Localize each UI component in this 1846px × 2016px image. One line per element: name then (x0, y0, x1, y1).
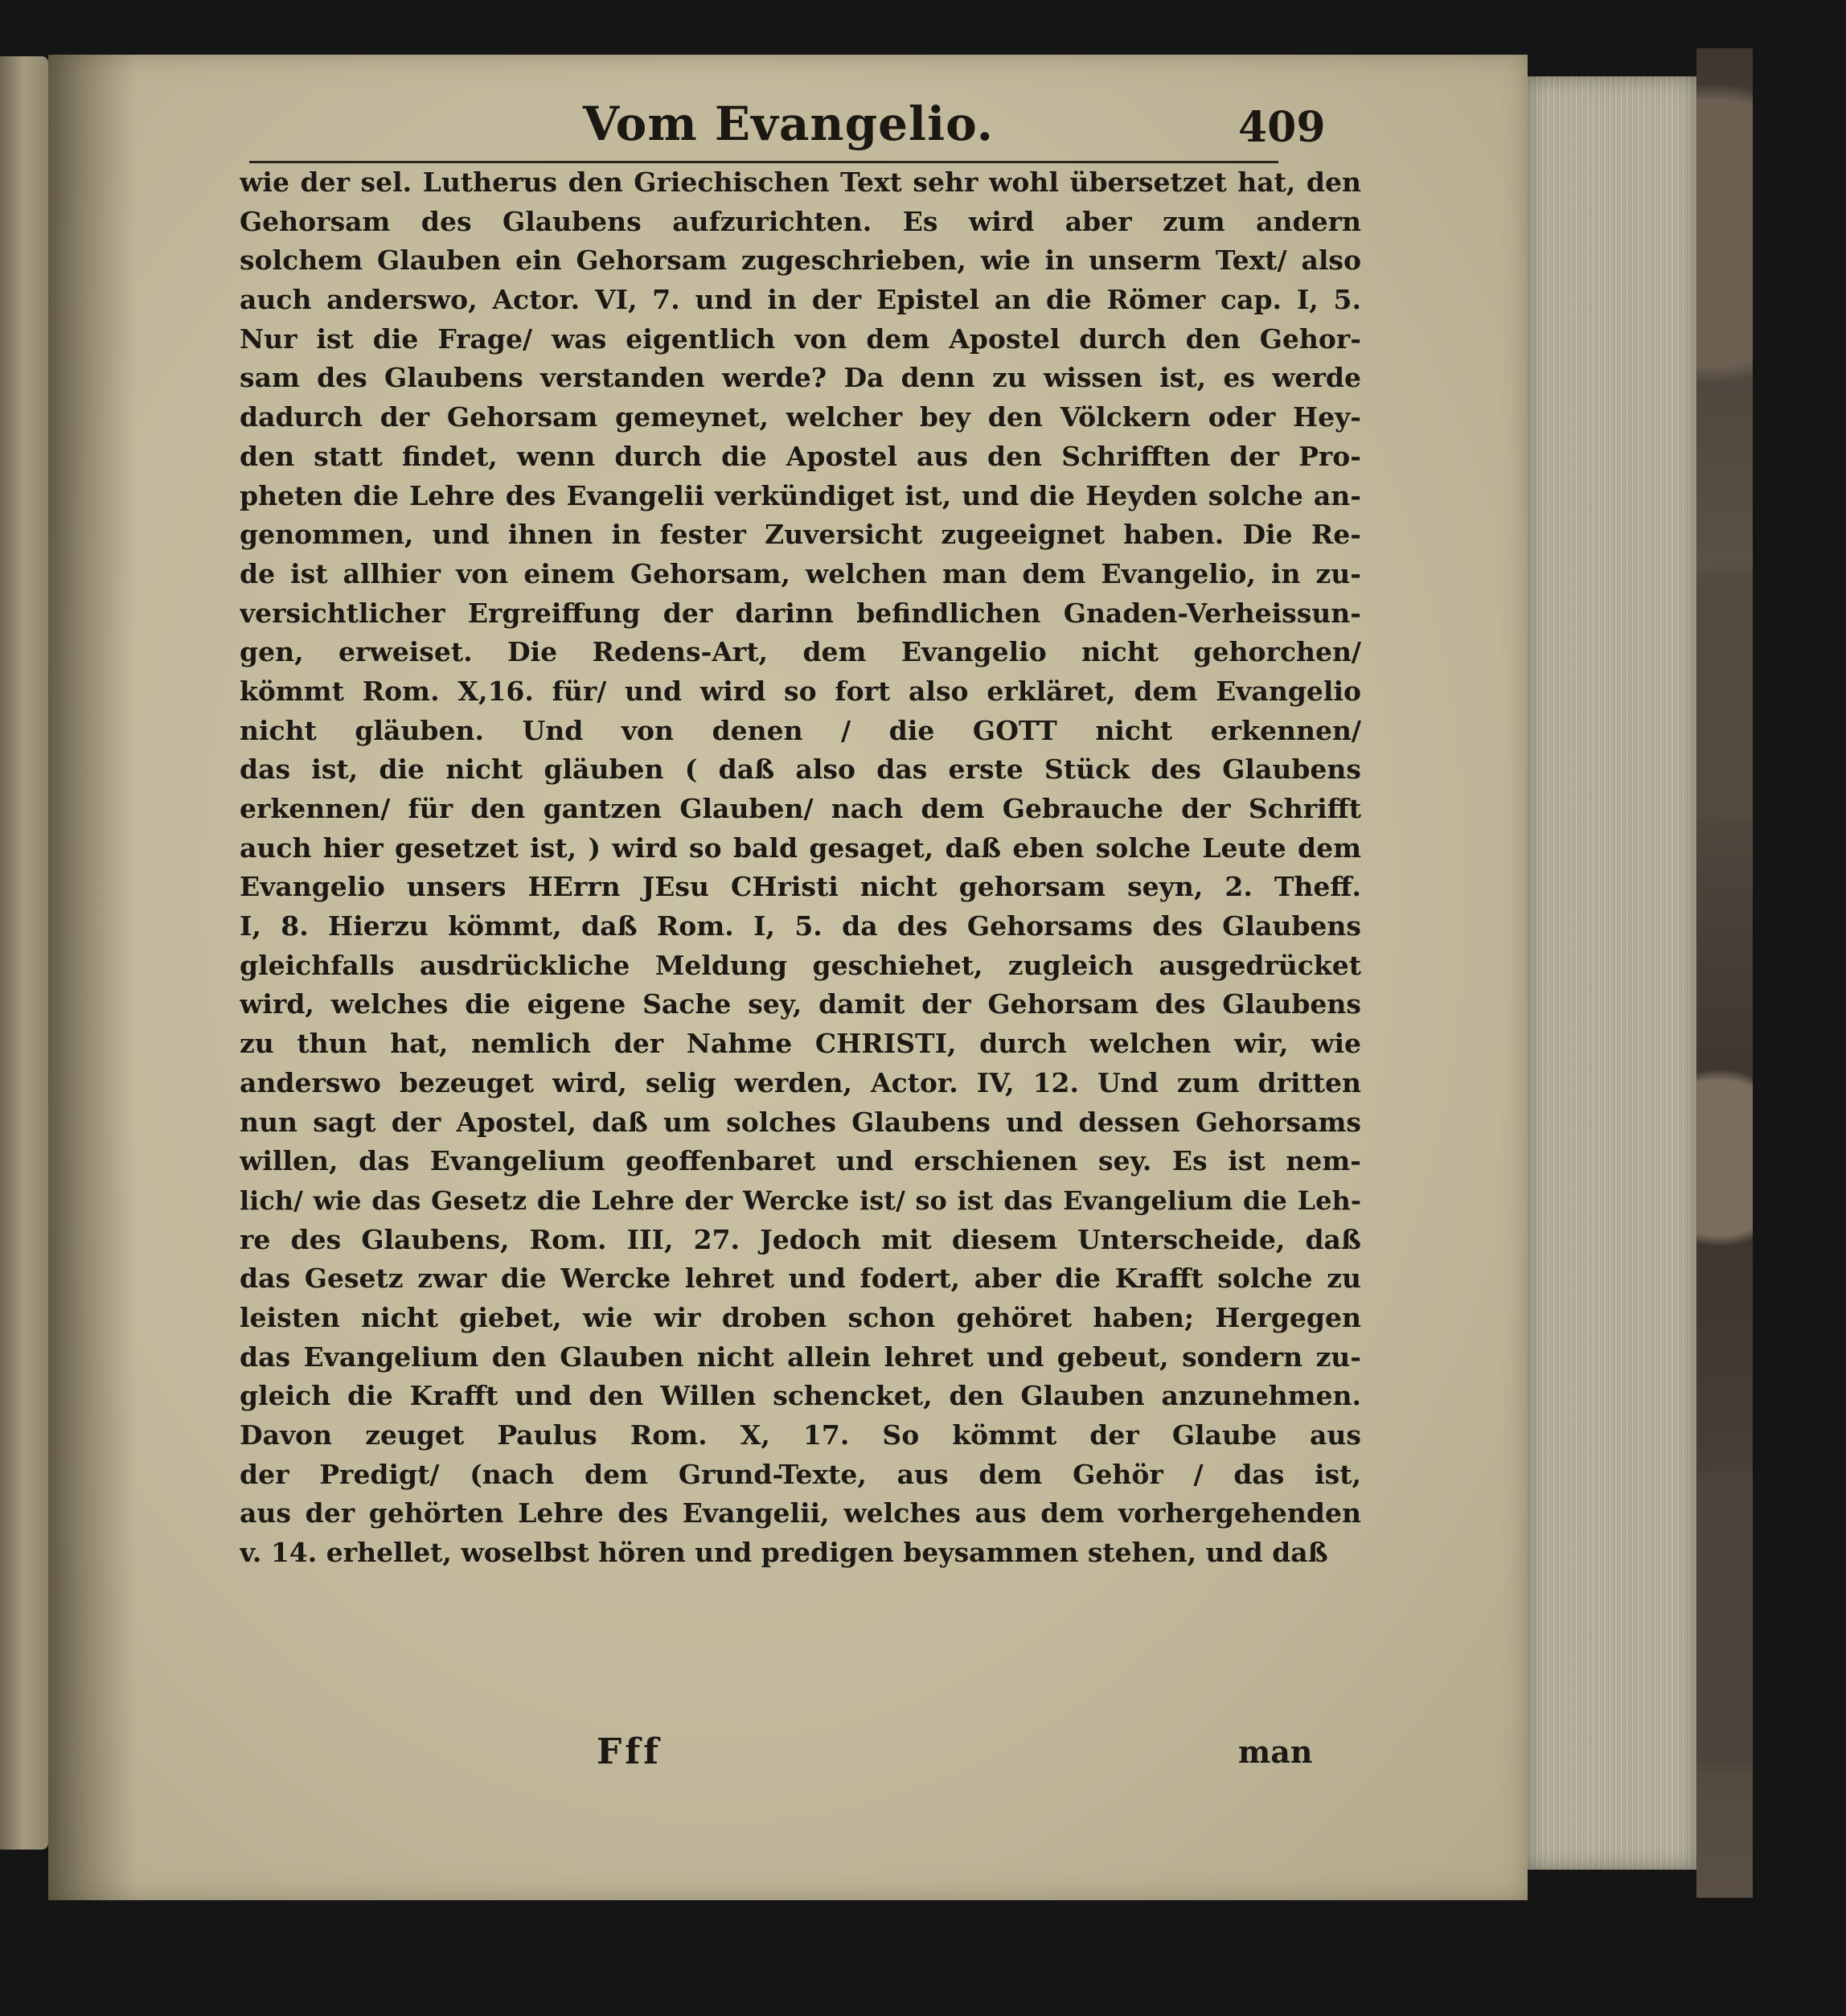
text-line: aus der gehörten Lehre des Evangelii, welches aus dem vorhergehenden (240, 1497, 1361, 1529)
text-line: Gehorsam des Glaubens aufzurichten. Es wird aber zum andern (240, 205, 1361, 237)
text-line: gen, erweiset. Die Redens-Art, dem Evangelio nicht gehorchen/ (240, 636, 1361, 668)
facing-page-edge (0, 56, 48, 1850)
text-line: gleichfalls ausdrückliche Meldung geschiehet, zugleich ausgedrücket (240, 949, 1361, 981)
text-line: wird, welches die eigene Sache sey, damit der Gehorsam des Glaubens (240, 988, 1361, 1020)
page-edges (1528, 76, 1696, 1870)
text-line: v. 14. erhellet, woselbst hören und predigen beysammen stehen, und daß (240, 1537, 1328, 1569)
text-line: dadurch der Gehorsam gemeynet, welcher bey den Völckern oder Hey- (240, 401, 1361, 433)
text-line: nun sagt der Apostel, daß um solches Glaubens und dessen Gehorsams (240, 1106, 1361, 1138)
text-line: lich/ wie das Gesetz die Lehre der Wercke ist/ so ist das Evangelium die Leh- (240, 1185, 1361, 1216)
text-line: leisten nicht giebet, wie wir droben schon gehöret haben; Hergegen (240, 1301, 1361, 1333)
text-line: den statt findet, wenn durch die Apostel aus den Schrifften der Pro- (240, 440, 1361, 472)
text-line: re des Glaubens, Rom. III, 27. Jedoch mit diesem Unterscheide, daß (240, 1223, 1361, 1255)
text-line: sam des Glaubens verstanden werde? Da denn zu wissen ist, es werde (240, 362, 1361, 394)
text-line: Evangelio unsers HErrn JEsu CHristi nicht gehorsam seyn, 2. Theff. (240, 871, 1361, 903)
text-line: der Predigt/ (nach dem Grund-Texte, aus dem Gehör / das ist, (240, 1458, 1361, 1490)
signature-mark: Fff (597, 1731, 663, 1772)
text-line: kömmt Rom. X,16. für/ und wird so fort also erkläret, dem Evangelio (240, 675, 1361, 707)
body-text (240, 163, 1361, 1573)
text-line: das Gesetz zwar die Wercke lehret und fodert, aber die Krafft solche zu (240, 1263, 1361, 1295)
page-number: 409 (1238, 103, 1326, 152)
marbled-cover (1696, 48, 1753, 1898)
text-line: gleich die Krafft und den Willen schencket, den Glauben anzunehmen. (240, 1380, 1361, 1412)
text-line: solchem Glauben ein Gehorsam zugeschrieben, wie in unserm Text/ also (240, 244, 1361, 277)
text-line: zu thun hat, nemlich der Nahme CHRISTI, durch welchen wir, wie (240, 1028, 1361, 1060)
text-line: nicht gläuben. Und von denen / die GOTT nicht erkennen/ (240, 714, 1361, 746)
text-line: willen, das Evangelium geoffenbaret und erschienen sey. Es ist nem- (240, 1145, 1361, 1177)
text-line: auch hier gesetzet ist, ) wird so bald gesaget, daß eben solche Leute dem (240, 831, 1361, 864)
text-line: anderswo bezeuget wird, selig werden, Actor. IV, 12. Und zum dritten (240, 1066, 1361, 1098)
text-line: das ist, die nicht gläuben ( daß also das erste Stück des Glaubens (240, 753, 1361, 786)
text-line: pheten die Lehre des Evangelii verkündiget ist, und die Heyden solche an- (240, 479, 1361, 511)
text-line: das Evangelium den Glauben nicht allein lehret und gebeut, sondern zu- (240, 1341, 1361, 1373)
text-line: de ist allhier von einem Gehorsam, welchen man dem Evangelio, in zu- (240, 557, 1361, 589)
text-line: versichtlicher Ergreiffung der darinn befindlichen Gnaden-Verheissun- (240, 597, 1361, 629)
gutter-shadow (48, 55, 137, 1900)
text-line: Davon zeuget Paulus Rom. X, 17. So kömmt der Glaube aus (240, 1419, 1361, 1451)
running-head: Vom Evangelio. (583, 96, 994, 151)
book-page (48, 55, 1528, 1900)
text-line: I, 8. Hierzu kömmt, daß Rom. I, 5. da des Gehorsams des Glaubens (240, 910, 1361, 942)
text-line: wie der sel. Lutherus den Griechischen Text sehr wohl übersetzet hat, den (240, 166, 1361, 198)
text-line: Nur ist die Frage/ was eigentlich von dem Apostel durch den Gehor- (240, 322, 1361, 355)
text-line: erkennen/ für den gantzen Glauben/ nach dem Gebrauche der Schrifft (240, 793, 1361, 824)
catchword: man (1238, 1734, 1313, 1770)
text-line: genommen, und ihnen in fester Zuversicht zugeeignet haben. Die Re- (240, 519, 1361, 551)
text-line: auch anderswo, Actor. VI, 7. und in der Epistel an die Römer cap. I, 5. (240, 284, 1361, 316)
